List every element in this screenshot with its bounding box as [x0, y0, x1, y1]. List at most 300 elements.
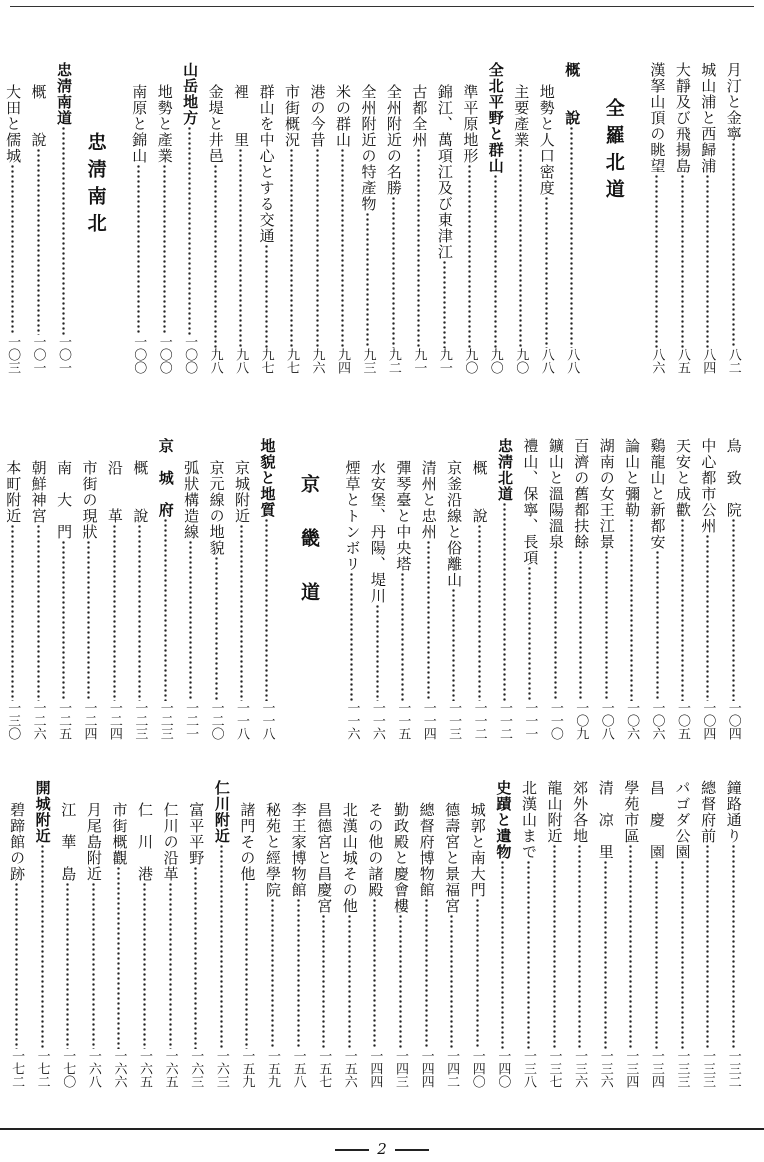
dot-leader: [697, 844, 719, 1049]
toc-page-number: 一四四: [418, 1049, 434, 1088]
toc-entry[interactable]: [568, 438, 593, 740]
dot-leader: [364, 898, 386, 1049]
toc-entry[interactable]: [695, 780, 721, 1088]
toc-entry-label: 忠淸南道: [55, 62, 73, 126]
toc-page-number: 一二一: [183, 701, 199, 740]
toc-page-number: 一一二: [471, 701, 487, 740]
toc-entry-label: 月尾島附近: [84, 802, 103, 882]
dot-leader: [441, 914, 463, 1049]
toc-entry-label: 北漢山まで: [519, 780, 538, 860]
toc-section-entry[interactable]: [492, 438, 517, 740]
dot-leader: [390, 914, 412, 1049]
region-heading: 京 畿 道: [297, 474, 320, 609]
toc-entry[interactable]: [285, 780, 311, 1088]
dot-leader: [646, 174, 667, 348]
toc-entry-label: 概 說: [563, 62, 582, 126]
dot-leader: [646, 550, 667, 701]
toc-page-number: 一〇〇: [156, 335, 172, 374]
dot-leader: [408, 148, 429, 348]
dot-leader: [159, 882, 181, 1049]
toc-entry-label: 昌 慶 園: [647, 780, 666, 860]
toc-entry-label: 仁川附近: [212, 780, 231, 844]
toc-entry-label: 總督府前: [699, 780, 718, 844]
toc-entry[interactable]: [151, 62, 176, 374]
toc-entry[interactable]: [51, 438, 76, 740]
toc-entry[interactable]: [81, 780, 107, 1088]
toc-page-number: 一六五: [137, 1049, 153, 1088]
dot-leader: [545, 550, 566, 701]
toc-entry-label: 概 說: [29, 84, 48, 148]
toc-entry-label: 金堤と井邑: [206, 84, 225, 164]
toc-section-entry[interactable]: [254, 438, 279, 740]
toc-entry-label: 北漢山城その他: [340, 802, 359, 914]
toc-entry-label: 清州と忠州: [419, 460, 438, 540]
toc-page-number: 一三七: [546, 1049, 562, 1088]
toc-entry-label: 彈琴臺と中央塔: [394, 460, 413, 572]
toc-page-number: 一一四: [420, 701, 436, 740]
toc-entry[interactable]: [339, 438, 364, 740]
toc-entry[interactable]: [234, 780, 260, 1088]
toc-page-number: 八八: [538, 348, 554, 374]
toc-entry[interactable]: [721, 438, 746, 740]
dot-leader: [78, 540, 99, 701]
toc-entry-label: 江 華 島: [59, 802, 78, 882]
toc-entry[interactable]: [441, 438, 466, 740]
toc-page-number: 一〇一: [56, 335, 71, 374]
toc-entry[interactable]: [644, 780, 670, 1088]
toc-page-number: 一一八: [234, 701, 250, 740]
toc-page-number: 一六三: [188, 1049, 204, 1088]
toc-page-number: 九〇: [462, 348, 478, 374]
page-number: 2: [377, 1140, 387, 1158]
toc-entry-label: 米の群山: [333, 84, 352, 148]
toc-section-entry[interactable]: [51, 62, 76, 374]
toc-entry[interactable]: [362, 780, 388, 1088]
toc-entry-label: 大田と儒城: [4, 84, 23, 164]
toc-entry-label: 城山浦と西歸浦: [699, 62, 718, 174]
spacer: [634, 62, 644, 374]
toc-entry-label: 天安と成歡: [673, 438, 692, 518]
dot-leader: [569, 844, 591, 1049]
toc-entry[interactable]: [413, 780, 439, 1088]
dot-leader: [485, 174, 506, 348]
toc-entry-label: 南原と錦山: [130, 84, 149, 164]
dot-leader: [367, 604, 388, 701]
toc-entry[interactable]: [406, 62, 431, 374]
toc-entry[interactable]: [25, 62, 50, 374]
toc-entry-label: 地勢と人口密度: [537, 84, 556, 196]
toc-section-entry[interactable]: [559, 62, 584, 374]
dot-leader: [492, 860, 514, 1049]
toc-section-entry[interactable]: [209, 780, 235, 1088]
dot-leader: [211, 844, 233, 1049]
toc-entry-label: 漢拏山頂の眺望: [648, 62, 667, 174]
toc-entry[interactable]: [439, 780, 465, 1088]
toc-page-number: 八四: [700, 348, 716, 374]
toc-section-entry[interactable]: [177, 62, 202, 374]
dot-leader: [230, 148, 251, 348]
toc-page-number: 一〇八: [598, 701, 614, 740]
toc-page-number: 九三: [360, 348, 376, 374]
toc-page-number: 一〇五: [674, 701, 690, 740]
toc-entry[interactable]: [337, 780, 363, 1088]
toc-entry-label: 弧狀構造線: [182, 460, 201, 540]
dot-leader: [510, 148, 531, 348]
dot-leader: [434, 260, 455, 348]
toc-entry-label: 城郭と南大門: [468, 802, 487, 898]
dot-leader: [535, 196, 556, 348]
bottom-rule: [0, 1128, 764, 1130]
dot-leader: [418, 540, 439, 701]
toc-entry[interactable]: [132, 780, 158, 1088]
toc-page-number: 一三四: [648, 1049, 664, 1088]
toc-entry-label: 煙草とトンボリ: [343, 460, 362, 572]
toc-tier-top: [0, 62, 764, 374]
toc-entry-label: 京元線の地貌: [207, 460, 226, 556]
dot-leader: [53, 540, 74, 701]
toc-entry-label: 山岳地方: [181, 62, 200, 126]
toc-entry[interactable]: [365, 438, 390, 740]
dot-leader: [129, 524, 150, 701]
toc-page-number: 一〇三: [5, 335, 21, 374]
toc-entry[interactable]: [178, 438, 203, 740]
toc-entry-label: 全北平野と群山: [486, 62, 505, 174]
toc-entry[interactable]: [126, 62, 151, 374]
toc-entry[interactable]: [695, 438, 720, 740]
toc-entry-label: 水安堡、丹陽、堤川: [368, 460, 387, 604]
toc-section-entry[interactable]: [153, 438, 178, 740]
toc-entry-label: 概 說: [470, 460, 489, 524]
dot-leader: [494, 502, 515, 701]
dot-leader: [255, 244, 276, 348]
toc-page-number: 一三六: [572, 1049, 588, 1088]
toc-page-number: 一〇〇: [131, 335, 147, 374]
toc-entry[interactable]: [533, 62, 558, 374]
toc-page-number: 一二三: [157, 701, 173, 740]
toc-page-number: 一一〇: [547, 701, 563, 740]
toc-page-number: 九四: [334, 348, 350, 374]
toc-entry[interactable]: [330, 62, 355, 374]
toc-entry[interactable]: [593, 438, 618, 740]
toc-page-number: 一〇六: [624, 701, 640, 740]
toc-entry-label: 湖南の女王江景: [597, 438, 616, 550]
toc-entry-label: その他の諸殿: [366, 802, 385, 898]
toc-page-number: 一六八: [85, 1049, 101, 1088]
toc-entry[interactable]: [127, 438, 152, 740]
toc-entry-label: 秘苑と經學院: [264, 802, 283, 898]
toc-entry[interactable]: [76, 438, 101, 740]
toc-page-number: 九〇: [487, 348, 503, 374]
toc-entry[interactable]: [311, 780, 337, 1088]
toc-page-number: 一七〇: [60, 1049, 76, 1088]
toc-entry-label: 仁 川 港: [136, 802, 155, 882]
toc-entry-label: 京城附近: [233, 460, 252, 524]
toc-entry-label: 鷄龍山と新都安: [648, 438, 667, 550]
toc-page-number: 八五: [674, 348, 690, 374]
toc-entry[interactable]: [390, 438, 415, 740]
toc-page-number: 八八: [564, 348, 580, 374]
toc-entry-label: 市街概況: [283, 84, 302, 148]
toc-entry[interactable]: [229, 438, 254, 740]
dot-leader: [180, 540, 201, 701]
toc-section-entry[interactable]: [490, 780, 516, 1088]
dot-leader: [722, 844, 744, 1049]
dot-leader: [204, 164, 225, 348]
dot-leader: [468, 524, 489, 701]
toc-section-entry[interactable]: [483, 62, 508, 374]
toc-page-number: 一三二: [725, 1049, 741, 1088]
toc-page-number: 一四〇: [469, 1049, 485, 1088]
toc-entry[interactable]: [381, 62, 406, 374]
toc-page-number: 一五九: [239, 1049, 255, 1088]
toc-entry[interactable]: [279, 62, 304, 374]
toc-entry[interactable]: [721, 62, 746, 374]
toc-entry-label: 富平平野: [187, 802, 206, 866]
toc-page-number: 一三八: [520, 1049, 536, 1088]
dot-leader: [339, 914, 361, 1049]
toc-entry-label: 裡 里: [232, 84, 251, 148]
toc-entry-label: 主要產業: [512, 84, 531, 148]
toc-entry-label: 開城附近: [33, 780, 52, 844]
toc-entry-label: 錦江、萬項江及び東津江: [435, 84, 454, 260]
toc-page-number: 一五七: [316, 1049, 332, 1088]
toc-entry[interactable]: [670, 438, 695, 740]
dot-leader: [281, 148, 302, 348]
toc-entry-label: 德壽宮と景福宮: [443, 802, 462, 914]
toc-page-number: 八二: [725, 348, 741, 374]
toc-entry[interactable]: [388, 780, 414, 1088]
dot-leader: [697, 534, 718, 701]
toc-page-number: 一五九: [265, 1049, 281, 1088]
dot-leader: [672, 174, 693, 348]
dot-leader: [671, 860, 693, 1049]
toc-page-number: 一〇九: [573, 701, 589, 740]
toc-entry[interactable]: [695, 62, 720, 374]
toc-entry-label: 京 城 府: [156, 438, 175, 518]
toc-entry[interactable]: [543, 438, 568, 740]
toc-page-number: 一四〇: [495, 1049, 511, 1088]
toc-page-number: 一一六: [344, 701, 360, 740]
toc-entry[interactable]: [0, 438, 25, 740]
dot-leader: [332, 148, 353, 348]
toc-entry[interactable]: [508, 62, 533, 374]
toc-entry-label: 地貌と地質: [258, 438, 277, 518]
dot-leader: [83, 882, 105, 1049]
toc-entry-label: 仁川の沿革: [161, 802, 180, 882]
toc-page-number: 一二四: [106, 701, 122, 740]
dot-leader: [383, 196, 404, 348]
dot-leader: [236, 882, 258, 1049]
toc-entry[interactable]: [102, 438, 127, 740]
dot-leader: [594, 860, 616, 1049]
toc-entry[interactable]: [304, 62, 329, 374]
toc-entry[interactable]: [253, 62, 278, 374]
toc-page-number: 一一五: [395, 701, 411, 740]
toc-entry-label: 概 說: [131, 460, 150, 524]
dot-leader: [205, 556, 226, 701]
toc-entry-label: 市街の現狀: [80, 460, 99, 540]
dot-leader: [185, 866, 207, 1049]
region-heading: 忠淸南北: [84, 132, 107, 240]
dot-leader: [104, 524, 125, 701]
footer-bar-left: [335, 1149, 369, 1151]
dot-leader: [27, 148, 48, 335]
toc-entry[interactable]: [228, 62, 253, 374]
toc-page-number: 九八: [207, 348, 223, 374]
toc-page-number: 一一六: [369, 701, 385, 740]
dot-leader: [672, 518, 693, 701]
toc-page-number: 八六: [649, 348, 665, 374]
dot-leader: [287, 898, 309, 1049]
toc-entry[interactable]: [416, 438, 441, 740]
dot-leader: [53, 126, 74, 335]
toc-page-number: 一一八: [259, 701, 275, 740]
toc-entry[interactable]: [355, 62, 380, 374]
toc-page-number: 一七二: [9, 1049, 25, 1088]
toc-entry-label: 鑛山と溫陽溫泉: [546, 438, 565, 550]
dot-leader: [341, 572, 362, 701]
toc-entry[interactable]: [432, 62, 457, 374]
toc-entry-label: 全州附近の名勝: [384, 84, 403, 196]
dot-leader: [595, 550, 616, 701]
toc-entry[interactable]: [541, 780, 567, 1088]
toc-entry-label: 論山と彌勒: [623, 438, 642, 518]
toc-entry[interactable]: [157, 780, 183, 1088]
dot-leader: [415, 898, 437, 1049]
dot-leader: [2, 524, 23, 701]
toc-entry-label: 鐘路通り: [724, 780, 743, 844]
toc-entry-label: 禮山、保寧、長項: [521, 438, 540, 566]
toc-page-number: 一一二: [497, 701, 512, 740]
toc-entry[interactable]: [720, 780, 746, 1088]
toc-page-number: 九二: [385, 348, 401, 374]
toc-entry-label: 中心都市公州: [699, 438, 718, 534]
toc-entry[interactable]: [4, 780, 30, 1088]
toc-page-number: 九〇: [513, 348, 529, 374]
toc-page-number: 一六六: [111, 1049, 127, 1088]
toc-entry-label: 準平原地形: [461, 84, 480, 164]
toc-entry-label: 昌德宮と昌慶宮: [315, 802, 334, 914]
dot-leader: [357, 212, 378, 348]
toc-entry[interactable]: [183, 780, 209, 1088]
toc-entry-label: 月汀と金寧: [724, 62, 743, 142]
dot-leader: [519, 566, 540, 701]
toc-entry[interactable]: [202, 62, 227, 374]
toc-entry[interactable]: [669, 780, 695, 1088]
toc-entry[interactable]: [619, 438, 644, 740]
dot-leader: [6, 882, 28, 1049]
dot-leader: [31, 844, 53, 1049]
dot-leader: [392, 572, 413, 701]
toc-entry[interactable]: [55, 780, 81, 1088]
toc-entry-label: 京釜沿線と俗離山: [445, 460, 464, 588]
dot-leader: [231, 524, 252, 701]
toc-page-number: 一四三: [392, 1049, 408, 1088]
dot-leader: [179, 126, 200, 335]
toc-entry[interactable]: [466, 438, 491, 740]
toc-page-number: 一六三: [213, 1049, 229, 1088]
toc-entry-label: 本町附近: [4, 460, 23, 524]
toc-page-number: 一〇〇: [182, 335, 198, 374]
dot-leader: [313, 914, 335, 1049]
dot-leader: [459, 164, 480, 348]
toc-entry-label: 勤政殿と慶會樓: [391, 802, 410, 914]
toc-page-number: 一四二: [444, 1049, 460, 1088]
toc-entry[interactable]: [517, 438, 542, 740]
toc-entry-label: 百濟の舊都扶餘: [572, 438, 591, 550]
toc-entry-label: 古都全州: [410, 84, 429, 148]
spacer: [584, 62, 594, 374]
toc-entry-label: 鳥 致 院: [724, 438, 743, 518]
toc-entry-label: 全州附近の特產物: [359, 84, 378, 212]
dot-leader: [561, 126, 582, 348]
toc-entry[interactable]: [457, 62, 482, 374]
toc-entry[interactable]: [464, 780, 490, 1088]
toc-page-number: 一五八: [290, 1049, 306, 1088]
toc-entry-label: 龍山附近: [545, 780, 564, 844]
dot-leader: [646, 860, 668, 1049]
toc-entry-label: 忠淸北道: [496, 438, 514, 502]
toc-entry-label: 地勢と產業: [155, 84, 174, 164]
toc-entry[interactable]: [0, 62, 25, 374]
toc-entry[interactable]: [516, 780, 542, 1088]
toc-entry[interactable]: [25, 438, 50, 740]
top-rule: [10, 6, 754, 7]
toc-page-number: 一五六: [341, 1049, 357, 1088]
region-heading: 全羅北道: [602, 98, 625, 206]
toc-entry-label: 南 大 門: [55, 460, 74, 540]
dot-leader: [262, 898, 284, 1049]
dot-leader: [518, 860, 540, 1049]
toc-entry[interactable]: [644, 438, 669, 740]
toc-entry[interactable]: [567, 780, 593, 1088]
page-footer: [0, 1140, 764, 1158]
toc-entry-label: 諸門その他: [238, 802, 257, 882]
toc-page-number: 九七: [258, 348, 274, 374]
toc-tier-bottom: [0, 780, 764, 1088]
dot-leader: [723, 142, 744, 348]
toc-entry[interactable]: [260, 780, 286, 1088]
toc-entry[interactable]: [592, 780, 618, 1088]
toc-page-number: 九八: [233, 348, 249, 374]
toc-page-number: 一二六: [30, 701, 46, 740]
toc-entry[interactable]: [203, 438, 228, 740]
toc-entry-label: 朝鮮神宮: [29, 460, 48, 524]
toc-page-number: 一〇一: [30, 335, 46, 374]
toc-entry-label: 市街概觀: [110, 802, 129, 866]
toc-page-number: 九六: [309, 348, 325, 374]
toc-entry-label: 沿 革: [105, 460, 124, 524]
spacer: [116, 62, 126, 374]
toc-section-entry[interactable]: [29, 780, 55, 1088]
dot-leader: [2, 164, 23, 335]
toc-page-number: 一三三: [700, 1049, 716, 1088]
toc-page-number: 一〇四: [700, 701, 716, 740]
dot-leader: [155, 518, 176, 701]
dot-leader: [443, 588, 464, 701]
toc-entry[interactable]: [106, 780, 132, 1088]
toc-entry-label: 大靜及び飛揚島: [673, 62, 692, 174]
dot-leader: [697, 174, 718, 348]
dot-leader: [543, 844, 565, 1049]
toc-entry[interactable]: [644, 62, 669, 374]
toc-entry-label: 學苑市區: [622, 780, 641, 844]
dot-leader: [128, 164, 149, 335]
footer-bar-right: [395, 1149, 429, 1151]
toc-entry[interactable]: [618, 780, 644, 1088]
toc-entry[interactable]: [670, 62, 695, 374]
toc-entry-label: 群山を中心とする交通: [257, 84, 276, 244]
